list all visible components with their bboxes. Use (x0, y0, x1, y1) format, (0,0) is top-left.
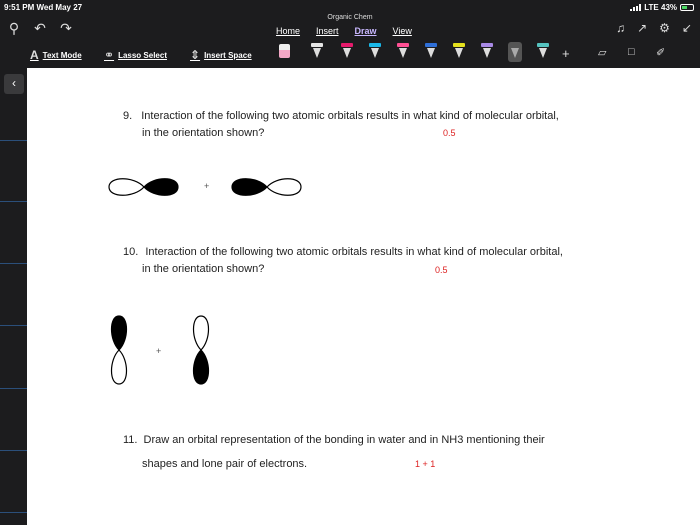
lasso-select-label: Lasso Select (118, 50, 167, 60)
score-label: 0.5 (443, 128, 456, 138)
insert-space-button[interactable] (190, 48, 252, 62)
pen-tool[interactable] (368, 42, 382, 62)
gear-icon[interactable]: ⚙ (659, 21, 670, 35)
lasso-icon: ⚭ (104, 48, 115, 62)
redo-icon[interactable]: ↷ (60, 20, 72, 36)
tab-home[interactable]: Home (276, 26, 301, 36)
ruler-icon[interactable]: ✐ (656, 47, 666, 59)
pen-tool[interactable] (508, 42, 522, 62)
pen-tool[interactable] (340, 42, 354, 62)
question-text: Interaction of the following two atomic orbitals results in what kind of molecular orbital, (141, 110, 559, 122)
plus-sign: + (204, 181, 210, 191)
insert-space-icon: ⇕ (190, 48, 201, 62)
plus-sign: + (156, 346, 162, 356)
collapse-icon[interactable]: ↙ (681, 21, 692, 35)
margin-rule (0, 512, 27, 513)
battery-icon (680, 4, 694, 11)
note-page[interactable] (27, 68, 700, 525)
question-text: Draw an orbital representation of the bonding in water and in NH3 mentioning their (143, 434, 545, 446)
margin-rule (0, 388, 27, 389)
pen-color-swatch (397, 43, 409, 47)
pen-color-swatch (453, 43, 465, 47)
p-orbital-vertical-right (189, 314, 213, 386)
pen-color-swatch (481, 43, 493, 47)
ink-to-shape-icon[interactable]: □ (628, 46, 635, 58)
pen-color-swatch (369, 43, 381, 47)
pen-color-swatch (537, 43, 549, 47)
header-left-actions (6, 20, 74, 36)
ribbon-tabs (276, 26, 412, 36)
p-orbital-horizontal-right (230, 174, 305, 200)
eraser-tool[interactable] (278, 42, 292, 62)
question-9 (123, 108, 559, 125)
text-mode-label: Text Mode (42, 50, 82, 60)
question-10 (123, 244, 563, 261)
pen-tool[interactable] (452, 42, 466, 62)
search-icon[interactable]: ⚲ (8, 20, 20, 36)
share-icon[interactable]: ↗ (637, 21, 648, 35)
pen-color-swatch (311, 43, 323, 47)
pen-icon (343, 48, 351, 58)
question-number: 11. (123, 434, 138, 446)
margin-rule (0, 325, 27, 326)
tab-view[interactable]: View (392, 26, 412, 36)
notebook-title: Organic Chem (327, 14, 373, 21)
signal-icon (630, 4, 641, 11)
pen-icon (371, 48, 379, 58)
pen-color-swatch (509, 43, 521, 47)
text-icon: A (30, 48, 39, 62)
shapes-icon[interactable]: ▱ (598, 47, 607, 59)
tab-draw[interactable]: Draw (354, 26, 377, 36)
pen-icon (399, 48, 407, 58)
draw-toolbar (0, 42, 700, 68)
question-9-line2: in the orientation shown? (142, 127, 265, 139)
pen-tool[interactable] (480, 42, 494, 62)
pen-tool[interactable] (536, 42, 550, 62)
undo-icon[interactable]: ↶ (34, 20, 46, 36)
app-header (0, 14, 700, 42)
question-11 (123, 432, 545, 449)
header-right-actions (616, 21, 692, 35)
pen-tool[interactable] (424, 42, 438, 62)
pen-icon (427, 48, 435, 58)
pen-icon (539, 48, 547, 58)
insert-space-label: Insert Space (204, 50, 252, 60)
pen-tool[interactable] (310, 42, 324, 62)
question-text: Interaction of the following two atomic orbitals results in what kind of molecular orbital, (145, 246, 563, 258)
pen-icon (511, 48, 519, 58)
pen-icon (483, 48, 491, 58)
margin-rule (0, 450, 27, 451)
eraser-icon (279, 44, 290, 58)
status-right (630, 3, 694, 12)
margin-rule (0, 201, 27, 202)
status-bar (0, 0, 700, 14)
question-10-line2: in the orientation shown? (142, 263, 265, 275)
status-time: 9:51 PM Wed May 27 (4, 3, 83, 12)
bell-icon[interactable]: ♫ (616, 21, 626, 35)
pen-icon (313, 48, 321, 58)
lasso-select-button[interactable] (104, 48, 167, 62)
p-orbital-horizontal-left (107, 174, 182, 200)
pen-color-swatch (425, 43, 437, 47)
tab-insert[interactable]: Insert (316, 26, 339, 36)
back-button[interactable] (4, 74, 24, 94)
p-orbital-vertical-left (107, 314, 131, 386)
score-label: 1 + 1 (415, 459, 436, 469)
margin-rule (0, 140, 27, 141)
network-status: LTE 43% (644, 3, 677, 12)
pen-tool[interactable] (396, 42, 410, 62)
question-11-line2: shapes and lone pair of electrons. (142, 458, 308, 470)
pen-icon (455, 48, 463, 58)
chevron-left-icon: ‹ (12, 76, 16, 90)
text-mode-button[interactable] (30, 48, 82, 62)
score-label: 0.5 (435, 265, 448, 275)
question-number: 9. (123, 110, 133, 122)
question-number: 10. (123, 246, 139, 258)
add-pen-icon[interactable]: + (562, 46, 570, 61)
margin-rule (0, 263, 27, 264)
pen-color-swatch (341, 43, 353, 47)
